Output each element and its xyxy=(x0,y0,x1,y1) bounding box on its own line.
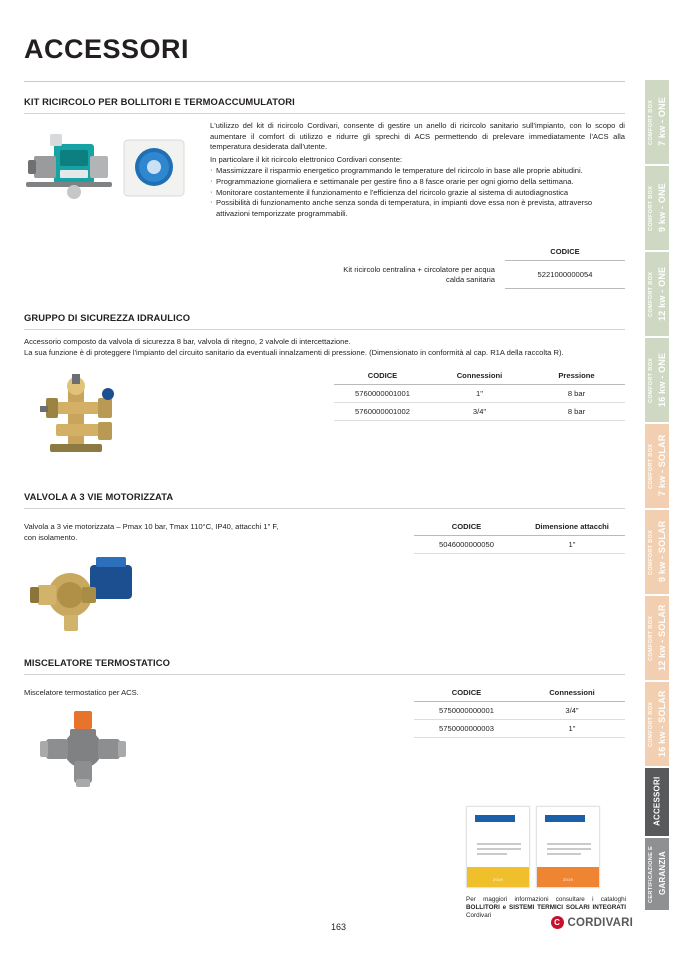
list-item: · Massimizzare il risparmio energetico programmando le temperature del ricircolo in base alle proprie abitudini. xyxy=(210,166,625,177)
gruppo-text-1: Accessorio composto da valvola di sicurezza 8 bar, valvola di ritegno, 2 valvole di intercettazione. xyxy=(24,337,351,346)
catalog-logo-strip xyxy=(545,815,585,822)
table-header-row xyxy=(334,368,625,385)
catalog-caption-bold: BOLLITORI e SISTEMI TERMICI SOLARI INTEGRATI xyxy=(466,904,626,911)
rail-tab-line1: CERTIFICAZIONE E xyxy=(648,845,654,903)
column-header-codice: CODICE xyxy=(505,244,625,261)
table-miscelatore xyxy=(414,685,625,738)
list-item: · Possibilità di funzionamento anche senza sonda di temperatura, in impianti dove essa non è prevista, attraverso attivazioni temporizzate programmabili. xyxy=(210,198,625,219)
table-row xyxy=(414,720,625,738)
table-kit-ricircolo xyxy=(334,244,625,289)
rail-tab-line1: COMFORT BOX xyxy=(648,99,654,145)
image-kit-ricircolo-thermostat xyxy=(120,136,190,207)
page-content xyxy=(24,0,632,805)
page-number: 163 xyxy=(330,922,347,932)
rail-tab-comfort-box-12-one[interactable] xyxy=(645,252,669,336)
section-divider xyxy=(24,329,625,330)
cell-pressione: 8 bar xyxy=(528,385,625,403)
brand-name: CORDIVARI xyxy=(567,916,633,929)
catalog-text-lines xyxy=(477,843,521,858)
catalog-band-label: 2019 xyxy=(562,877,574,882)
catalog-logo-strip xyxy=(475,815,515,822)
column-header-pressione: Pressione xyxy=(528,368,625,385)
table-header-row xyxy=(414,685,625,702)
rail-tab-comfort-box-7-one[interactable] xyxy=(645,80,669,164)
rail-tab-line2: 16 kw - SOLAR xyxy=(657,690,667,757)
cell-connessioni: 3/4" xyxy=(519,702,625,720)
catalog-band xyxy=(537,867,599,887)
column-header-dimensione-attacchi: Dimensione attacchi xyxy=(519,519,625,536)
rail-tab-comfort-box-16-one[interactable] xyxy=(645,338,669,422)
gruppo-text-2: La sua funzione è di proteggere l'impianto del circuito sanitario da eventuali innalzamenti di pressione. (Dimensionato in conformità al cap. R1A della raccolta R). xyxy=(24,347,564,357)
cell-dimensione: 1" xyxy=(519,536,625,554)
table-gruppo-sicurezza xyxy=(334,368,625,421)
table-row xyxy=(334,385,625,403)
cordivari-mark-icon: C xyxy=(551,916,564,929)
rail-tab-line1: COMFORT BOX xyxy=(648,529,654,575)
table-row xyxy=(414,536,625,554)
column-header-codice: CODICE xyxy=(414,519,519,536)
catalog-thumbnail-bollitori xyxy=(466,806,530,888)
kit-row-label: Kit ricircolo centralina + circolatore per acqua calda sanitaria xyxy=(343,264,495,284)
table-valvola-3-vie xyxy=(414,519,625,554)
image-valvola-3-vie xyxy=(30,551,145,641)
kit-intro-text: L'utilizzo del kit di ricircolo Cordivari, consente di gestire un anello di ricircolo sanitario sull'impianto, con lo scopo di aumentare il comfort di utilizzo e ridurre gli sprechi di ACS permettendo di prelevare immediatamente l'ACS alla temperatura desiderata dall'utente. xyxy=(210,121,625,152)
table-header-row xyxy=(414,519,625,536)
catalog-caption-part1: Per maggiori informazioni consultare i cataloghi xyxy=(466,896,626,903)
column-header-connessioni: Connessioni xyxy=(431,368,528,385)
kit-bullet-list xyxy=(210,166,625,219)
cell-codice: 5760000001002 xyxy=(334,403,431,421)
rail-tab-line2: 12 kw - ONE xyxy=(657,266,667,321)
kit-row-code: 5221000000054 xyxy=(505,261,625,289)
rail-tab-comfort-box-9-solar[interactable] xyxy=(645,510,669,594)
rail-tab-line1: COMFORT BOX xyxy=(648,185,654,231)
page-title: ACCESSORI xyxy=(24,34,190,64)
cell-codice: 5750000000003 xyxy=(414,720,519,738)
miscelatore-text-1: Miscelatore termostatico per ACS. xyxy=(24,688,139,698)
side-tab-rail xyxy=(645,80,669,910)
column-header-codice: CODICE xyxy=(334,368,431,385)
catalog-caption-part2: Cordivari xyxy=(466,912,492,919)
rail-tab-certificazione-garanzia[interactable] xyxy=(645,838,669,910)
rail-tab-line1: COMFORT BOX xyxy=(648,615,654,661)
cell-pressione: 8 bar xyxy=(528,403,625,421)
catalog-text-lines xyxy=(547,843,591,858)
catalog-thumbnail-sistemi-termici xyxy=(536,806,600,888)
section-heading-miscelatore: MISCELATORE TERMOSTATICO xyxy=(24,657,170,669)
title-divider xyxy=(24,81,625,82)
rail-tab-comfort-box-12-solar[interactable] xyxy=(645,596,669,680)
rail-tab-line2: 9 kw - SOLAR xyxy=(657,520,667,583)
rail-tab-accessori[interactable] xyxy=(645,768,669,836)
image-kit-ricircolo-pump xyxy=(24,130,114,213)
image-miscelatore-termostatico xyxy=(40,705,132,792)
rail-tab-line2: ACCESSORI xyxy=(652,776,662,827)
valvola-text-1: Valvola a 3 vie motorizzata – Pmax 10 bar, Tmax 110°C, IP40, attacchi 1" F, xyxy=(24,522,279,532)
column-header-codice: CODICE xyxy=(414,685,519,702)
catalog-band xyxy=(467,867,529,887)
rail-tab-line1: COMFORT BOX xyxy=(648,271,654,317)
cell-codice: 5750000000001 xyxy=(414,702,519,720)
cell-connessioni: 3/4" xyxy=(431,403,528,421)
rail-tab-comfort-box-16-solar[interactable] xyxy=(645,682,669,766)
cell-connessioni: 1" xyxy=(519,720,625,738)
cell-codice: 5046000000050 xyxy=(414,536,519,554)
catalog-band-label: 2019 xyxy=(492,877,504,882)
catalog-thumbnails xyxy=(466,806,600,888)
rail-tab-line2: GARANZIA xyxy=(658,851,667,896)
list-item: · Monitorare costantemente il funzionamento e l'efficienza del ricircolo grazie al sistema di autodiagnostica xyxy=(210,188,625,199)
valvola-text-2: con isolamento. xyxy=(24,533,78,543)
rail-tab-line1: COMFORT BOX xyxy=(648,701,654,747)
column-header-connessioni: Connessioni xyxy=(519,685,625,702)
image-gruppo-sicurezza xyxy=(34,372,134,469)
section-heading-valvola-3-vie: VALVOLA A 3 VIE MOTORIZZATA xyxy=(24,491,174,503)
brand-logo xyxy=(551,916,633,929)
section-heading-gruppo-sicurezza: GRUPPO DI SICUREZZA IDRAULICO xyxy=(24,312,191,323)
kit-intro-text-2: In particolare il kit ricircolo elettronico Cordivari consente: xyxy=(210,154,403,164)
table-header-row xyxy=(334,244,625,261)
rail-tab-line1: COMFORT BOX xyxy=(648,443,654,489)
table-row xyxy=(334,261,625,289)
table-row xyxy=(334,403,625,421)
rail-tab-line2: 7 kw - ONE xyxy=(657,97,667,147)
rail-tab-comfort-box-9-one[interactable] xyxy=(645,166,669,250)
rail-tab-line2: 7 kw - SOLAR xyxy=(657,434,667,497)
rail-tab-line2: 16 kw - ONE xyxy=(657,352,667,407)
rail-tab-line2: 12 kw - SOLAR xyxy=(657,604,667,671)
rail-tab-comfort-box-7-solar[interactable] xyxy=(645,424,669,508)
rail-tab-line1: COMFORT BOX xyxy=(648,357,654,403)
section-heading-kit-ricircolo: KIT RICIRCOLO PER BOLLITORI E TERMOACCUMULATORI xyxy=(24,96,295,107)
cell-connessioni: 1" xyxy=(431,385,528,403)
list-item: · Programmazione giornaliera e settimanale per gestire fino a 8 fasce orarie per ogni giorno della settimana. xyxy=(210,177,625,188)
rail-tab-line2: 9 kw - ONE xyxy=(657,183,667,233)
table-row xyxy=(414,702,625,720)
cell-codice: 5760000001001 xyxy=(334,385,431,403)
